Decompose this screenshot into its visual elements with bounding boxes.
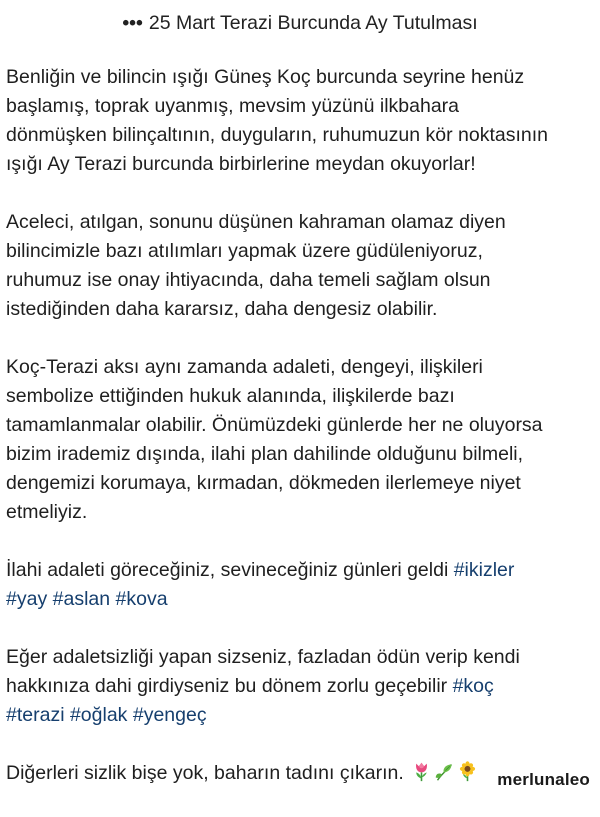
leaves-icon [434, 761, 455, 782]
text-line: sembolize ettiğinden hukuk alanında, ilişkilerde bazı [6, 385, 455, 407]
text-line: Eğer adaletsizliği yapan sizseniz, fazladan ödün verip kendi [6, 646, 520, 668]
text-line: ruhumuz ise onay ihtiyacında, daha temeli sağlam olsun [6, 269, 491, 291]
more-options-icon[interactable]: ••• [122, 12, 143, 34]
text-segment: İlahi adaleti göreceğiniz, sevineceğiniz günleri geldi [6, 559, 454, 581]
post-header [6, 9, 594, 37]
text-line: tamamlanmalar olabilir. Önümüzdeki günlerde her ne oluyorsa [6, 414, 543, 436]
text-line: bilincimizle bazı atılımları yapmak üzere güdüleniyoruz, [6, 240, 483, 262]
watermark-signature: merlunaleo [497, 770, 590, 789]
paragraph-1 [6, 63, 594, 179]
paragraph-4 [6, 556, 594, 614]
hashtag-aslan[interactable]: #aslan [52, 588, 111, 610]
hashtag-koc[interactable]: #koç [452, 675, 494, 697]
tulip-icon [411, 761, 432, 782]
text-line: dengemizi korumaya, kırmadan, dökmeden ilerlemeye niyet [6, 472, 521, 494]
text-segment: Diğerleri sizlik bişe yok, baharın tadını çıkarın. [6, 762, 410, 784]
text-line: başlamış, toprak uyanmış, mevsim yüzünü ilkbahara [6, 95, 460, 117]
sunflower-icon [457, 761, 478, 782]
hashtag-ikizler[interactable]: #ikizler [453, 559, 515, 581]
paragraph-2 [6, 208, 594, 324]
text-line [6, 672, 594, 701]
text-line [6, 585, 594, 614]
post-content [6, 0, 594, 802]
text-line [6, 701, 594, 730]
hashtag-oglak[interactable]: #oğlak [69, 704, 128, 726]
post-body [6, 63, 594, 817]
text-line: dönmüşken bilinçaltının, duyguların, ruhumuzun kör noktasının [6, 124, 548, 146]
hashtag-kova[interactable]: #kova [115, 588, 168, 610]
hashtag-yengec[interactable]: #yengeç [132, 704, 207, 726]
text-segment: hakkınıza dahi girdiyseniz bu dönem zorlu geçebilir [6, 675, 453, 697]
text-line: Benliğin ve bilincin ışığı Güneş Koç burcunda seyrine henüz [6, 66, 525, 88]
paragraph-3 [6, 353, 594, 527]
text-line: ışığı Ay Terazi burcunda birbirlerine meydan okuyorlar! [6, 153, 476, 175]
text-line: istediğinden daha kararsız, daha dengesiz olabilir. [6, 298, 438, 320]
text-line: Aceleci, atılgan, sonunu düşünen kahraman olamaz diyen [6, 211, 506, 233]
text-line: Koç-Terazi aksı aynı zamanda adaleti, dengeyi, ilişkileri [6, 356, 483, 378]
text-line: etmeliyiz. [6, 501, 88, 523]
text-line [6, 556, 594, 585]
hashtag-terazi[interactable]: #terazi [6, 704, 65, 726]
hashtag-yay[interactable]: #yay [6, 588, 48, 610]
text-line: bizim irademiz dışında, ilahi plan dahilinde olduğunu bilmeli, [6, 443, 524, 465]
paragraph-5 [6, 643, 594, 730]
post-title: 25 Mart Terazi Burcunda Ay Tutulması [148, 12, 478, 34]
